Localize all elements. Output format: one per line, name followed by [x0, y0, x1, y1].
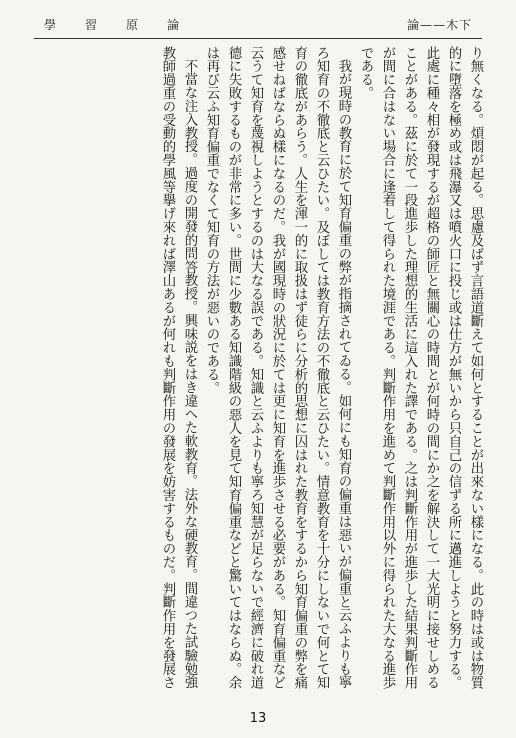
- paragraph: り無くなる。煩悶が起る。思慮及ばず言語道斷えて如何とすることが出來ない樣になる。此の時は或は物質的に墮落を極め或は飛瀑又は噴火口に投じ或は仕方が無いから只自己の信ずる所に邁進しようと努力する。此處に種々相が發現するが超格の師匠と無關心の時間とが何時の間にか之を解決して一大光明に接せしめることがある。茲に於て一段進歩した理想的生活に這入れた譯である。之は判斷作用が進歩した結果判斷作用が間に合はない場合に逢着して得られた境涯である。判斷作用を進めて判斷作用以外に得られた大なる進歩である。: [358, 46, 483, 690]
- page-number: 13: [249, 711, 267, 726]
- body-text: [30, 46, 486, 690]
- running-header: [44, 14, 472, 34]
- running-author: 論——木下: [406, 17, 472, 32]
- header-rule: [34, 38, 482, 39]
- running-title-char: 論: [167, 17, 181, 32]
- running-title-char: 原: [126, 17, 140, 32]
- running-title: [44, 16, 180, 33]
- paragraph: 我が現時の教育に於て知育偏重の弊が指摘されてゐる。如何にも知育の偏重は惡いが偏重と云ふよりも寧ろ知育の不徹底と云ひたい。及ぼしては教育方法の不徹底と云ひたい。情意教育を十分にしないで何とて知育の徹底があらう。人生を渾一的に取扱はず徒らに分析的思想に囚はれた教育をするから知育偏重の弊を痛感せねばならぬ樣になるのだ。我が國現時の狀況に於ては更に知育を進歩させる必要がある。知育偏重など云うて知育を蔑視しようとするのは大なる誤である。知識と云ふよりも寧ろ知慧が足らないで經濟に破れ道德に失敗するものが非常に多い。世間に少數ある知識階級の惡人を見て知育偏重などと驚いてはならぬ。余は再び云ふ知育偏重でなくて知育の方法が惡いのである。: [204, 46, 351, 690]
- running-title-char: 習: [85, 17, 99, 32]
- running-title-char: 學: [44, 17, 58, 32]
- paragraph: 不當な注入教授。過度の開發的問答教授。興味説をはき違へた軟教育。法外な硬教育。間違つた試驗勉強教師過重の受動的學風等擧げ來れば澤山あるが何れも判斷作用の發展を妨害するものだ。判斷作用を發展さ: [160, 46, 197, 690]
